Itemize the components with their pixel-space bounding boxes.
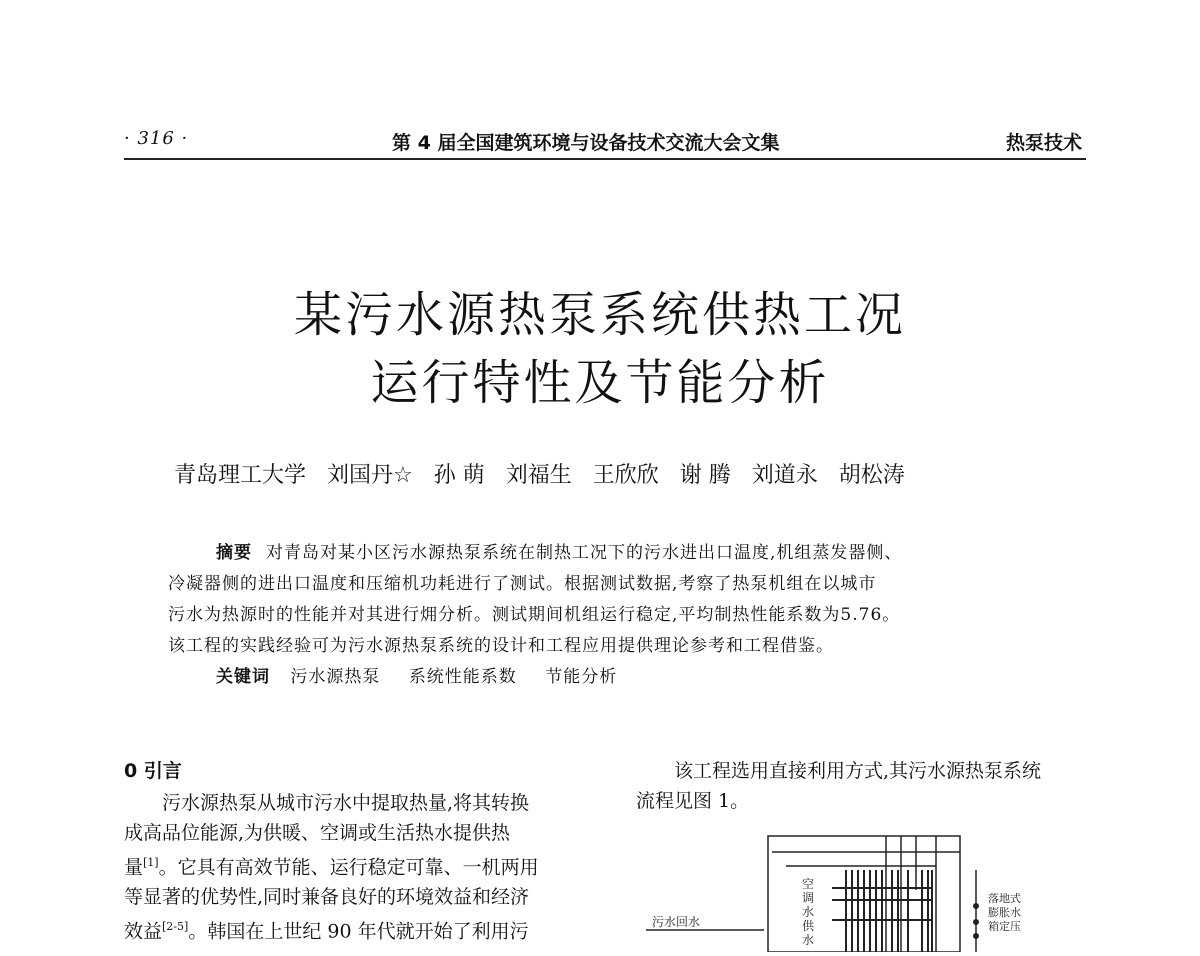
body-line bbox=[124, 912, 584, 946]
keywords-label: 关键词 bbox=[216, 667, 270, 687]
abstract-text: 对青岛对某小区污水源热泵系统在制热工况下的污水进出口温度,机组蒸发器侧、 bbox=[266, 543, 903, 563]
paper-title-line2: 运行特性及节能分析 bbox=[370, 355, 830, 411]
abstract-line bbox=[168, 538, 1068, 569]
valve-icon bbox=[973, 933, 979, 939]
author-name: 刘国丹☆ bbox=[327, 463, 413, 488]
paper-title-line1: 某污水源热泵系统供热工况 bbox=[293, 287, 906, 343]
tank-label: 落地式 bbox=[988, 892, 1021, 905]
return-label: 污水回水 bbox=[652, 915, 701, 929]
running-header bbox=[124, 128, 1086, 160]
abstract-line: 冷凝器侧的进出口温度和压缩机功耗进行了测试。根据测试数据,考察了热泵机组在以城市 bbox=[168, 574, 877, 594]
system-flow-figure bbox=[636, 830, 1086, 952]
body-left-column bbox=[124, 756, 584, 947]
supply-label: 供 bbox=[802, 919, 815, 933]
keyword: 系统性能系数 bbox=[408, 667, 517, 687]
keyword: 节能分析 bbox=[545, 667, 618, 687]
author-list bbox=[174, 458, 919, 489]
body-line bbox=[124, 848, 584, 882]
tank-label: 箱定压 bbox=[988, 920, 1021, 933]
abstract-line: 污水为热源时的性能并对其进行㶲分析。测试期间机组运行稳定,平均制热性能系数为5.76。 bbox=[168, 605, 901, 625]
supply-label: 水 bbox=[802, 933, 815, 947]
body-line: 流程见图 1。 bbox=[636, 790, 750, 812]
affiliation: 青岛理工大学 bbox=[174, 463, 307, 488]
body-right-column bbox=[636, 756, 1086, 816]
body-line: 污水源热泵从城市污水中提取热量,将其转换 bbox=[162, 792, 530, 814]
author-name: 刘福生 bbox=[505, 463, 572, 488]
author-name: 孙 萌 bbox=[433, 463, 485, 488]
flow-diagram bbox=[636, 830, 1086, 952]
keywords-line bbox=[168, 662, 1068, 693]
citation: [2-5] bbox=[162, 920, 189, 934]
supply-label: 水 bbox=[802, 905, 815, 919]
valve-icon bbox=[973, 903, 979, 909]
section-name: 热泵技术 bbox=[1005, 132, 1082, 154]
section-heading: 0 引言 bbox=[124, 760, 182, 782]
body-text: 。它具有高效节能、运行稳定可靠、一机两用 bbox=[158, 856, 539, 879]
body-text: 效益 bbox=[124, 920, 163, 943]
citation: [1] bbox=[143, 856, 159, 869]
author-name: 谢 腾 bbox=[679, 463, 731, 488]
journal-title: 第 4 届全国建筑环境与设备技术交流大会文集 bbox=[392, 132, 780, 154]
valve-icon bbox=[973, 919, 979, 925]
supply-label: 空 bbox=[802, 877, 815, 891]
supply-label: 调 bbox=[802, 891, 815, 905]
author-name: 胡松涛 bbox=[838, 463, 905, 488]
body-line: 成高品位能源,为供暖、空调或生活热水提供热 bbox=[124, 822, 511, 844]
body-line: 等显著的优势性,同时兼备良好的环境效益和经济 bbox=[124, 886, 530, 909]
author-name: 王欣欣 bbox=[592, 463, 659, 488]
body-text: 。韩国在上世纪 90 年代就开始了利用污 bbox=[188, 920, 529, 943]
page-number: · 316 · bbox=[124, 128, 189, 149]
abstract-block bbox=[168, 538, 1068, 693]
body-text: 量 bbox=[124, 856, 144, 879]
body-line: 该工程选用直接利用方式,其污水源热泵系统 bbox=[674, 760, 1042, 782]
author-name: 刘道永 bbox=[751, 463, 818, 488]
abstract-label: 摘要 bbox=[216, 543, 252, 563]
tank-label: 膨胀水 bbox=[988, 906, 1021, 919]
keyword: 污水源热泵 bbox=[290, 667, 381, 687]
abstract-line: 该工程的实践经验可为污水源热泵系统的设计和工程应用提供理论参考和工程借鉴。 bbox=[168, 636, 834, 656]
